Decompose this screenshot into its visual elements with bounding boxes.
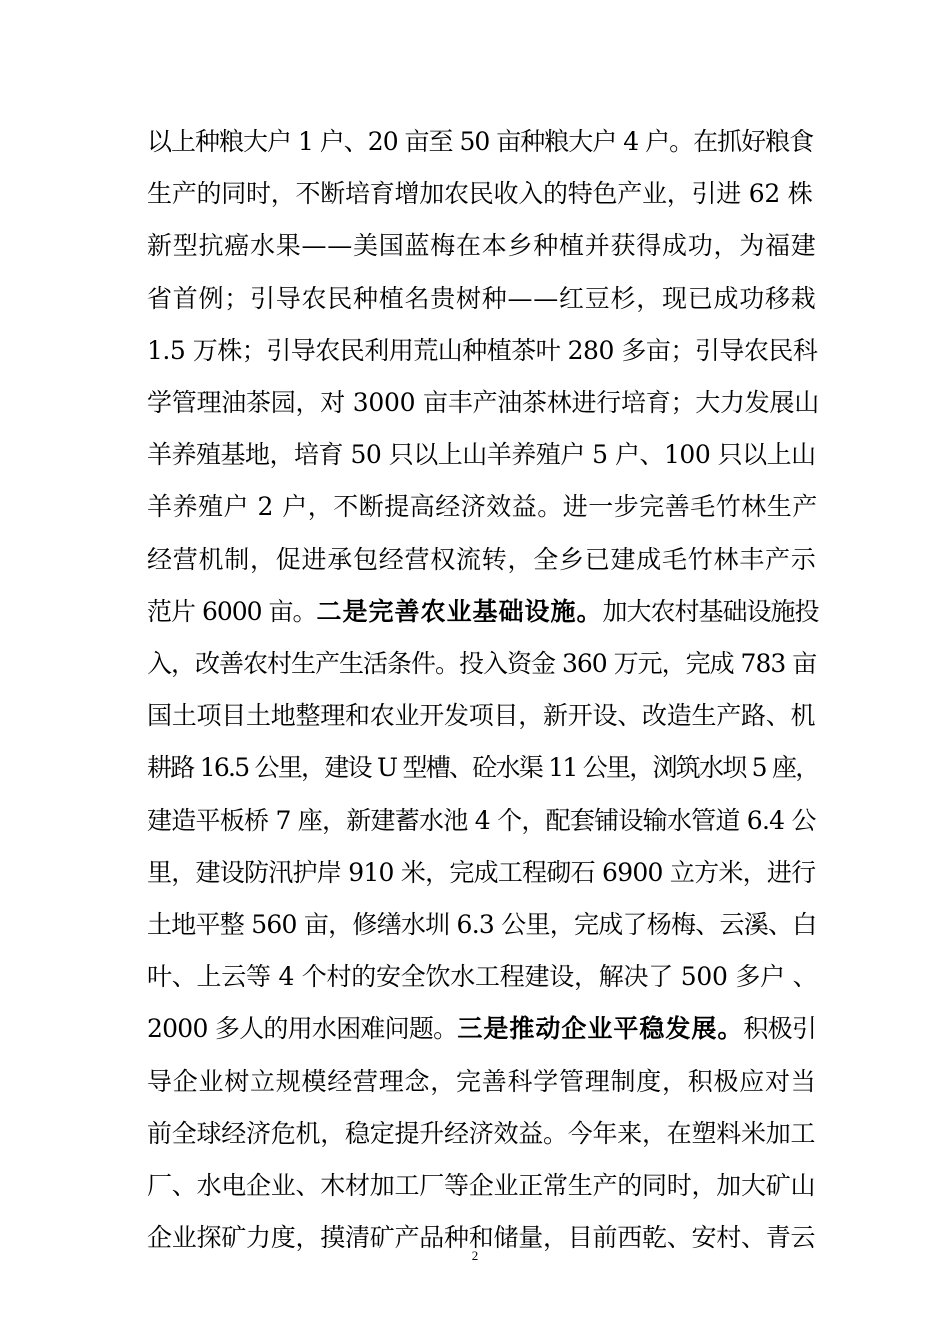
text-line <box>147 545 817 575</box>
text-line <box>147 492 818 522</box>
text-segment: 积极引 <box>743 1014 817 1044</box>
text-segment: 经营机制，促进承包经营权流转，全乡已建成毛竹林丰产示 <box>147 544 817 574</box>
text-segment: 以上种粮大户 1 户、20 亩至 50 亩种粮大户 4 户。在抓好粮食 <box>147 127 814 156</box>
text-line <box>147 1171 815 1201</box>
text-segment: 入，改善农村生产生活条件。投入资金 360 万元，完成 783 亩 <box>147 649 817 678</box>
text-segment: 企业探矿力度，摸清矿产品种和储量，目前西乾、安村、青云 <box>147 1223 816 1253</box>
text-line <box>147 179 812 209</box>
bold-heading-text: 三是推动企业平稳发展。 <box>457 1014 744 1044</box>
text-segment: 建造平板桥 7 座，新建蓄水池 4 个，配套铺设输水管道 6.4 公 <box>147 805 816 835</box>
text-line <box>147 753 819 783</box>
text-segment: 1.5 万株；引导农民利用荒山种植茶叶 280 多亩；引导农民科 <box>147 335 818 365</box>
text-segment: 生产的同时，不断培育增加农民收入的特色产业，引进 62 株 <box>147 179 813 209</box>
text-segment: 2000 多人的用水困难问题。 <box>147 1014 458 1044</box>
text-line <box>147 1067 817 1097</box>
text-segment: 里，建设防汛护岸 910 米，完成工程砌石 6900 立方米，进行 <box>147 857 816 887</box>
text-line <box>147 910 817 940</box>
text-line <box>147 806 816 836</box>
text-line <box>147 597 819 627</box>
text-segment: 学管理油茶园，对 3000 亩丰产油茶林进行培育；大力发展山 <box>147 388 820 417</box>
text-line <box>147 1119 815 1149</box>
text-line <box>147 231 817 261</box>
text-segment: 羊养殖户 2 户，不断提高经济效益。进一步完善毛竹林生产 <box>147 492 818 522</box>
text-line <box>147 440 816 470</box>
text-line <box>147 858 815 888</box>
text-segment: 省首例；引导农民种植名贵树种——红豆杉，现已成功移栽 <box>147 283 817 313</box>
text-line <box>147 701 815 731</box>
text-segment: 土地平整 560 亩，修缮水圳 6.3 公里，完成了杨梅、云溪、白 <box>147 910 817 939</box>
text-line <box>147 388 819 418</box>
text-segment: 叶、上云等 4 个村的安全饮水工程建设，解决了 500 多户 、 <box>147 962 818 992</box>
text-segment: 羊养殖基地，培育 50 只以上山羊养殖户 5 户、100 只以上山 <box>147 440 816 470</box>
text-segment: 前全球经济危机，稳定提升经济效益。今年来，在塑料米加工 <box>147 1118 816 1148</box>
text-line <box>147 127 813 157</box>
text-line <box>147 962 817 992</box>
text-segment: 厂、水电企业、木材加工厂等企业正常生产的同时，加大矿山 <box>147 1171 816 1200</box>
text-line <box>147 336 817 366</box>
text-segment: 耕路 16.5 公里，建设 U 型槽、砼水渠 11 公里，浏筑水坝 5 座， <box>147 753 819 783</box>
text-segment: 加大农村基础设施投 <box>602 596 819 626</box>
text-line <box>147 649 816 679</box>
bold-heading-text: 二是完善农业基础设施。 <box>316 596 603 626</box>
text-segment: 国土项目土地整理和农业开发项目，新开设、改造生产路、机 <box>147 701 816 731</box>
text-line <box>147 1014 816 1044</box>
text-segment: 范片 6000 亩。 <box>147 596 317 626</box>
text-line <box>147 284 817 314</box>
page-number: 2 <box>471 1248 479 1263</box>
text-segment: 导企业树立规模经营理念，完善科学管理制度，积极应对当 <box>147 1066 817 1096</box>
text-segment: 新型抗癌水果——美国蓝梅在本乡种植并获得成功，为福建 <box>147 231 817 261</box>
